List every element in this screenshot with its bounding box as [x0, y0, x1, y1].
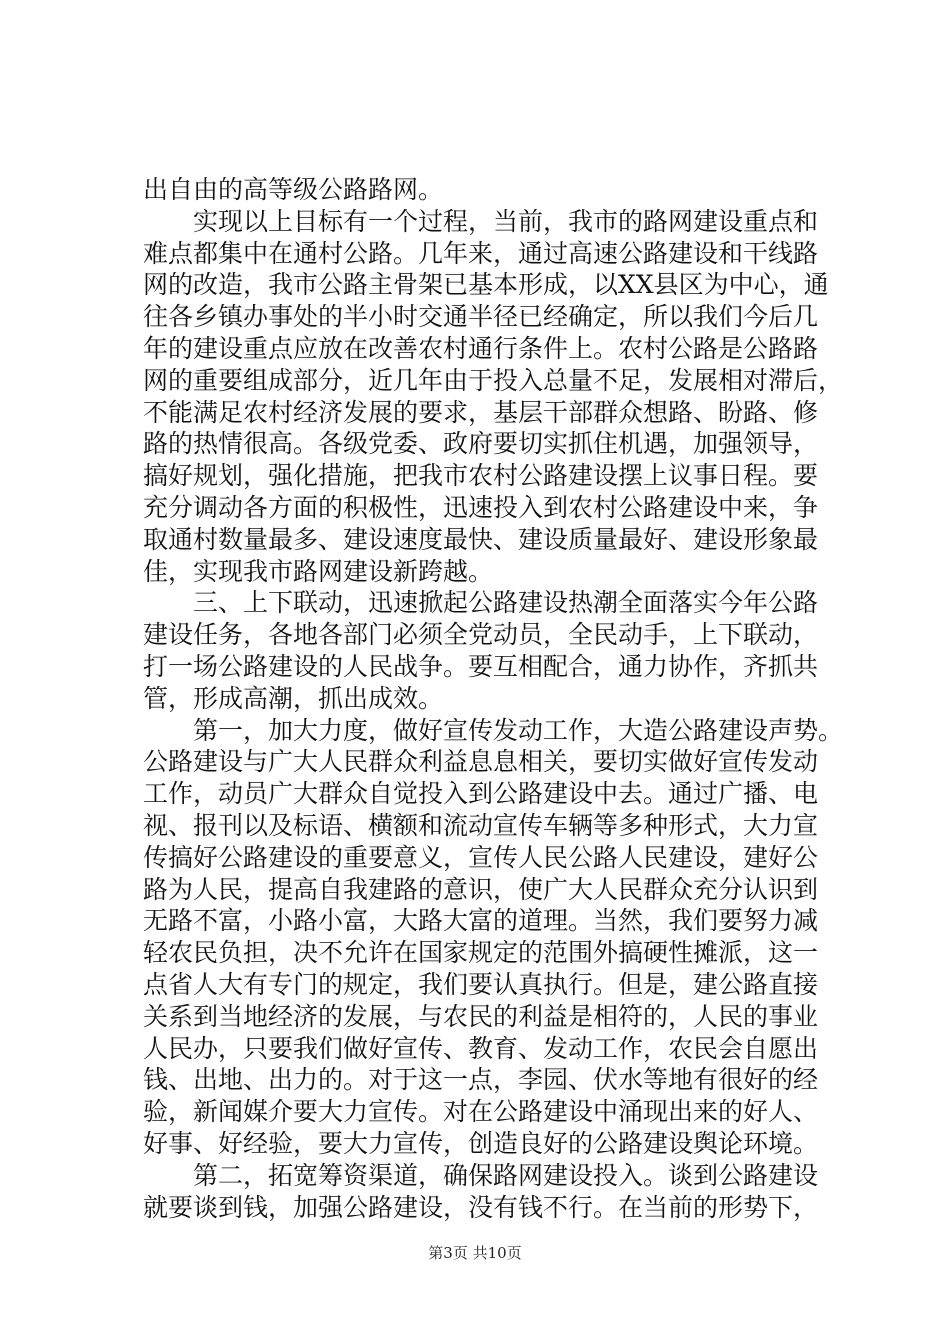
- text-line: 三、上下联动，迅速掀起公路建设热潮全面落实今年公路: [143, 588, 819, 618]
- text-line: 出自由的高等级公路路网。: [143, 175, 444, 204]
- text-line: 验，新闻媒介要大力宣传。对在公路建设中涌现出来的好人、: [143, 1097, 819, 1127]
- text-line: 第二，拓宽筹资渠道，确保路网建设投入。谈到公路建设: [143, 1160, 819, 1190]
- text-line: 实现以上目标有一个过程，当前，我市的路网建设重点和: [143, 206, 819, 236]
- text-line: 就要谈到钱，加强公路建设，没有钱不行。在当前的形势下，: [143, 1192, 819, 1222]
- text-line: 取通村数量最多、建设速度最快、建设质量最好、建设形象最: [143, 524, 819, 554]
- text-line: 不能满足农村经济发展的要求，基层干部群众想路、盼路、修: [143, 397, 819, 427]
- text-line: 视、报刊以及标语、横额和流动宣传车辆等多种形式，大力宣: [143, 810, 819, 840]
- text-line: 网的重要组成部分，近几年由于投入总量不足，发展相对滞后，: [143, 365, 844, 395]
- text-line: 点省人大有专门的规定，我们要认真执行。但是，建公路直接: [143, 969, 819, 999]
- text-line: 好事、好经验，要大力宣传，创造良好的公路建设舆论环境。: [143, 1128, 819, 1158]
- text-line: 管，形成高潮，抓出成效。: [143, 683, 444, 713]
- text-line: 打一场公路建设的人民战争。要互相配合，通力协作，齐抓共: [143, 651, 819, 681]
- text-line: 无路不富，小路小富，大路大富的道理。当然，我们要努力减: [143, 906, 819, 936]
- text-line: 佳，实现我市路网建设新跨越。: [143, 556, 494, 586]
- document-body: [143, 174, 844, 1223]
- text-line: 传搞好公路建设的重要意义，宣传人民公路人民建设，建好公: [143, 842, 819, 872]
- page-number-label: 第3页 共10页: [428, 1244, 522, 1262]
- text-line: 公路建设与广大人民群众利益息息相关，要切实做好宣传发动: [143, 747, 819, 777]
- text-line: 轻农民负担，决不允许在国家规定的范围外搞硬性摊派，这一: [143, 938, 819, 968]
- page-footer: [0, 1243, 950, 1263]
- text-line: 关系到当地经济的发展，与农民的利益是相符的，人民的事业: [143, 1001, 819, 1031]
- text-line: 年的建设重点应放在改善农村通行条件上。农村公路是公路路: [143, 333, 819, 363]
- text-line: 钱、出地、出力的。对于这一点，李园、伏水等地有很好的经: [143, 1065, 819, 1095]
- text-line: 路的热情很高。各级党委、政府要切实抓住机遇，加强领导，: [143, 429, 819, 459]
- text-line: 往各乡镇办事处的半小时交通半径已经确定，所以我们今后几: [143, 302, 819, 332]
- text-line: 人民办，只要我们做好宣传、教育、发动工作，农民会自愿出: [143, 1033, 819, 1063]
- text-line: 第一，加大力度，做好宣传发动工作，大造公路建设声势。: [143, 715, 844, 745]
- text-line: 工作，动员广大群众自觉投入到公路建设中去。通过广播、电: [143, 779, 819, 809]
- text-line: 建设任务，各地各部门必须全党动员，全民动手，上下联动，: [143, 620, 819, 650]
- text-line: 难点都集中在通村公路。几年来，通过高速公路建设和干线路: [143, 238, 819, 268]
- text-line: 搞好规划，强化措施，把我市农村公路建设摆上议事日程。要: [143, 461, 819, 491]
- text-line: 网的改造，我市公路主骨架已基本形成，以XX县区为中心，通: [143, 270, 829, 300]
- text-line: 充分调动各方面的积极性，迅速投入到农村公路建设中来，争: [143, 492, 819, 522]
- text-line: 路为人民，提高自我建路的意识，使广大人民群众充分认识到: [143, 874, 819, 904]
